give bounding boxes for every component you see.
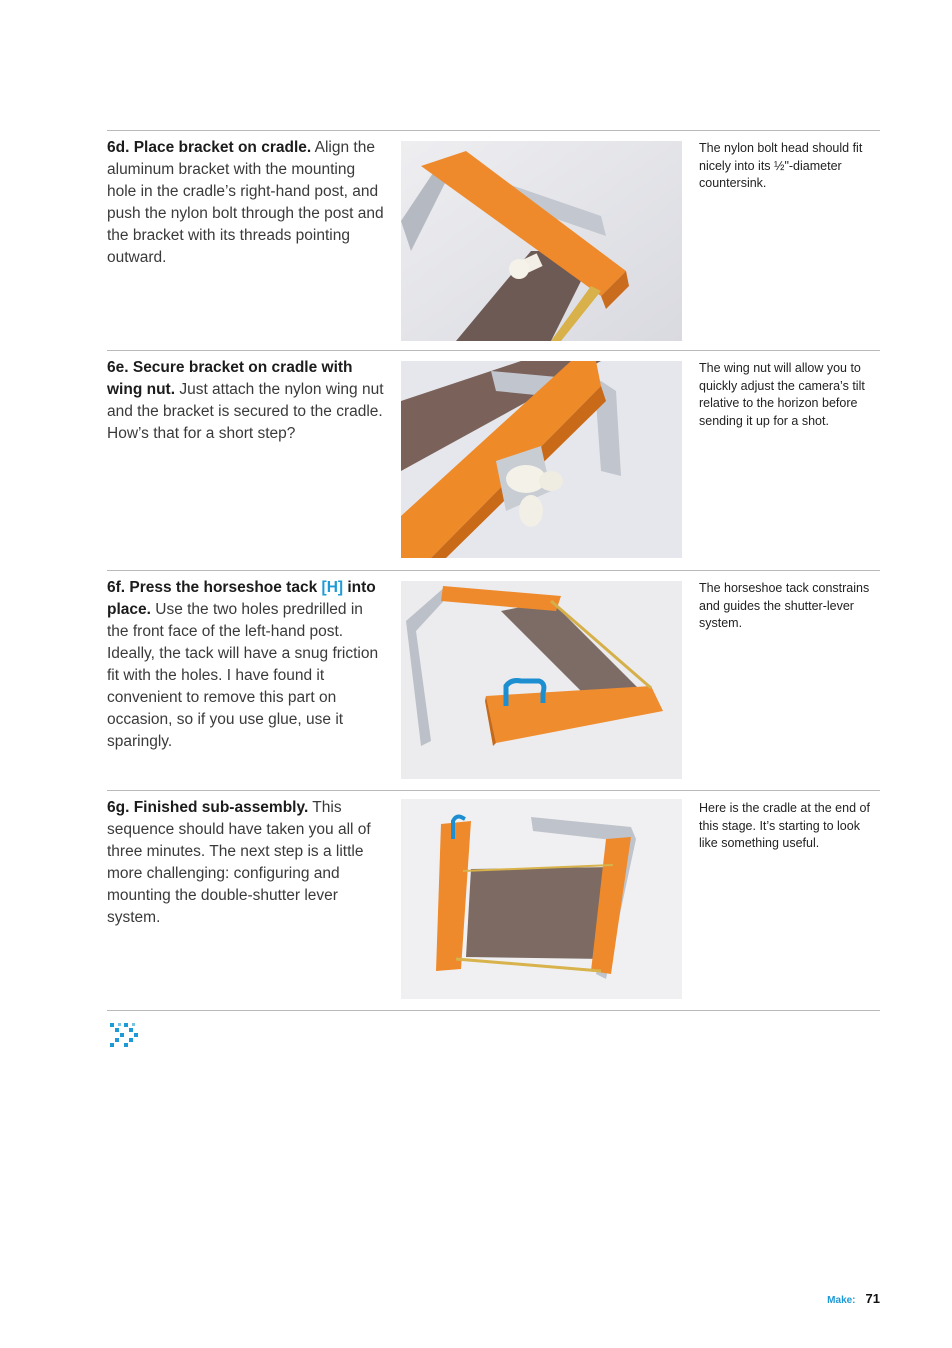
divider: [107, 1010, 880, 1011]
part-reference: [H]: [321, 579, 344, 596]
step-body: This sequence should have taken you all of three minutes. The next step is a little more challenging: configuring and mounting the double-shutter lever system.: [107, 799, 371, 926]
step-body: Just attach the nylon wing nut and the bracket is secured to the cradle. How’s that for a short step?: [107, 381, 384, 442]
step-6f: [107, 571, 880, 789]
step-photo-bracket-on-cradle: [401, 141, 682, 341]
step-caption: The nylon bolt head should fit nicely into its ½"-diameter countersink.: [699, 141, 863, 190]
step-title-end: into place.: [107, 579, 376, 618]
step-title: 6f. Press the horseshoe tack: [107, 579, 318, 596]
step-photo-horseshoe-tack: [401, 581, 682, 779]
page-folio: [827, 1291, 880, 1306]
step-photo-finished-sub-assembly: [401, 799, 682, 999]
step-text: [107, 577, 387, 753]
step-text: [107, 797, 387, 929]
continue-arrows-icon: [108, 1021, 144, 1047]
step-caption: The wing nut will allow you to quickly adjust the camera’s tilt relative to the horizon before sending it up for a shot.: [699, 361, 865, 428]
step-text: [107, 137, 387, 269]
step-caption: The horseshoe tack constrains and guides the shutter-lever system.: [699, 581, 870, 630]
magazine-name: Make:: [827, 1295, 856, 1306]
step-caption: Here is the cradle at the end of this stage. It’s starting to look like something useful.: [699, 801, 870, 850]
step-title: 6d. Place bracket on cradle.: [107, 139, 312, 156]
step-6d: [107, 131, 880, 349]
page-number: 71: [865, 1291, 880, 1306]
step-title: 6e. Secure bracket on cradle with wing nut.: [107, 359, 353, 398]
step-body: Align the aluminum bracket with the mounting hole in the cradle’s right-hand post, and push the nylon bolt through the post and the bracket with its threads pointing outward.: [107, 139, 384, 266]
step-body: Use the two holes predrilled in the front face of the left-hand post. Ideally, the tack will have a snug friction fit with the holes. I have found it convenient to remove this part on occasion, so if you use glue, use it sparingly.: [107, 601, 379, 750]
step-title: 6g. Finished sub-assembly.: [107, 799, 309, 816]
step-6e: [107, 351, 880, 569]
step-6g: [107, 791, 880, 1009]
step-photo-wing-nut: [401, 361, 682, 558]
step-text: [107, 357, 387, 445]
